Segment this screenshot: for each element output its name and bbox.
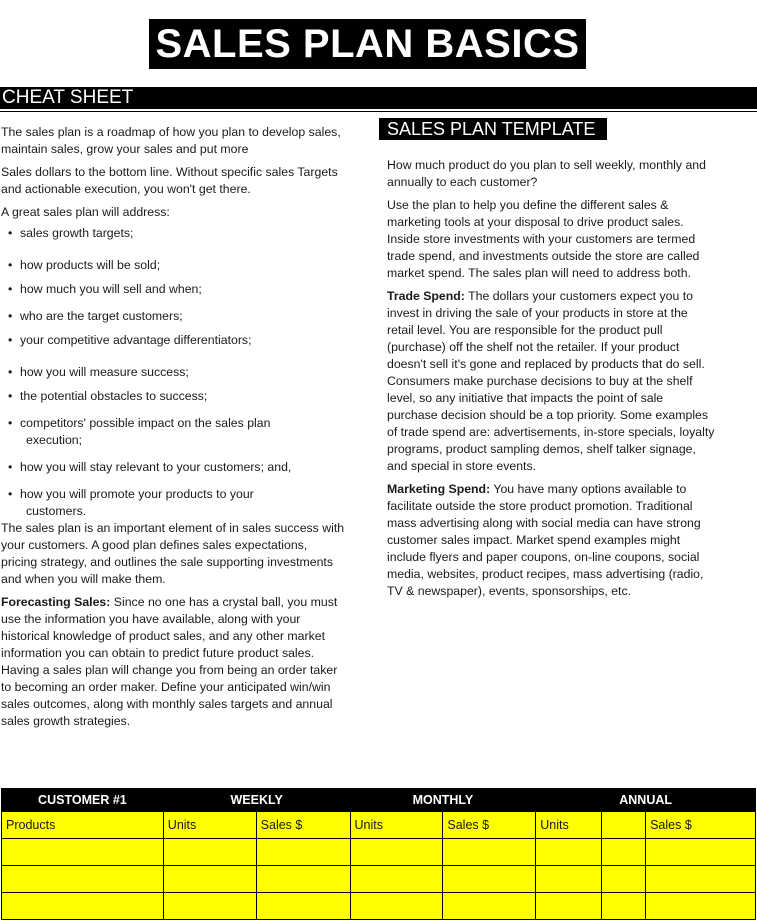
header-annual: ANNUAL	[536, 789, 756, 812]
bullet-icon: •	[8, 226, 13, 240]
table-row	[2, 839, 756, 866]
table-cell[interactable]	[163, 839, 256, 866]
table-cell[interactable]	[350, 866, 443, 893]
header-customer: CUSTOMER #1	[2, 789, 164, 812]
bullet-icon: •	[8, 333, 13, 347]
header-weekly: WEEKLY	[163, 789, 350, 812]
table-cell[interactable]	[602, 866, 646, 893]
bullet-icon: •	[8, 487, 13, 501]
subheader-units: Units	[536, 812, 602, 839]
table-cell[interactable]	[646, 893, 756, 920]
header-monthly: MONTHLY	[350, 789, 536, 812]
table-cell	[602, 812, 646, 839]
subheader-sales: Sales $	[646, 812, 756, 839]
table-cell[interactable]	[536, 839, 602, 866]
subheader-products: Products	[2, 812, 164, 839]
template-tools: Use the plan to help you define the different sales & marketing tools at your disposal to drive product sales. Inside store investments with your customers are termed trade spend, and investments outside the store are called market spend. The sales plan will need to address both.	[387, 198, 700, 280]
table-cell[interactable]	[2, 893, 164, 920]
bullet-icon: •	[8, 309, 13, 323]
list-item: • how you will stay relevant to your customers; and,	[8, 460, 292, 474]
divider	[0, 111, 757, 112]
table-cell[interactable]	[350, 893, 443, 920]
table-cell[interactable]	[163, 866, 256, 893]
bullet-icon: •	[8, 416, 13, 430]
table-cell[interactable]	[536, 893, 602, 920]
list-item: • competitors' possible impact on the sales plan execution;	[8, 416, 271, 447]
bullet-icon: •	[8, 460, 13, 474]
list-item: • sales growth targets;	[8, 226, 134, 240]
table-cell[interactable]	[536, 866, 602, 893]
cheat-address-lead: A great sales plan will address:	[1, 205, 170, 219]
cheat-bottom-line: Sales dollars to the bottom line. Without specific sales Targets and actionable execution, you won't get there.	[1, 165, 338, 196]
cheat-intro: The sales plan is a roadmap of how you plan to develop sales, maintain sales, grow your sales and put more	[1, 125, 341, 156]
table-cell[interactable]	[646, 839, 756, 866]
table-cell[interactable]	[602, 893, 646, 920]
table-cell[interactable]	[256, 866, 350, 893]
list-item: • your competitive advantage differentiators;	[8, 333, 252, 347]
list-item: • how much you will sell and when;	[8, 282, 202, 296]
table-cell[interactable]	[256, 893, 350, 920]
trade-spend-paragraph: Trade Spend: The dollars your customers expect you to invest in driving the sale of your products in store at the retail level. You are responsible for the product pull (purchase) off the shelf not the retailer. If your product doesn't sell it's gone and replaced by products that do sell. Consumers make purchase decisions to buy at the shelf level, so any initiative that impacts the point of sale purchase decision should be a top priority. Some examples of trade spend are: advertisements, in-store specials, loyalty programs, product sampling demos, shelf talker signage, and special in store events.	[387, 289, 715, 473]
template-column	[387, 157, 717, 600]
list-item: • how you will promote your products to your customers.	[8, 487, 254, 518]
cheat-sheet-heading: CHEAT SHEET	[0, 87, 757, 109]
subheader-sales: Sales $	[256, 812, 350, 839]
cheat-sheet-column	[1, 124, 346, 730]
marketing-spend-paragraph: Marketing Spend: You have many options available to facilitate outside the store product promotion. Traditional mass advertising along with social media can have strong customer sales impact. Market spend examples might include flyers and paper coupons, on-line coupons, social media, websites, product recipes, mass advertising (radio, TV & newspaper), events, sponsorships, etc.	[387, 482, 704, 598]
table-cell[interactable]	[443, 839, 536, 866]
sales-plan-table	[1, 788, 756, 920]
subheader-units: Units	[163, 812, 256, 839]
subheader-sales: Sales $	[443, 812, 536, 839]
address-list	[1, 225, 346, 520]
bullet-icon: •	[8, 282, 13, 296]
table-cell[interactable]	[646, 866, 756, 893]
template-heading: SALES PLAN TEMPLATE	[379, 118, 607, 140]
table-row	[2, 893, 756, 920]
table-row	[2, 812, 756, 839]
list-item: • who are the target customers;	[8, 309, 183, 323]
bullet-icon: •	[8, 365, 13, 379]
list-item: • how products will be sold;	[8, 258, 161, 272]
bullet-icon: •	[8, 389, 13, 403]
table-row	[2, 866, 756, 893]
table-cell[interactable]	[163, 893, 256, 920]
table-cell[interactable]	[602, 839, 646, 866]
subheader-units: Units	[350, 812, 443, 839]
list-item: • how you will measure success;	[8, 365, 189, 379]
page-title: SALES PLAN BASICS	[149, 19, 586, 69]
table-cell[interactable]	[2, 866, 164, 893]
table-cell[interactable]	[350, 839, 443, 866]
list-item: • the potential obstacles to success;	[8, 389, 208, 403]
cheat-importance: The sales plan is an important element of in sales success with your customers. A good plan defines sales expectations, pricing strategy, and outlines the sale supporting investments and when you will make them.	[1, 521, 345, 586]
bullet-icon: •	[8, 258, 13, 272]
table-cell[interactable]	[2, 839, 164, 866]
table-cell[interactable]	[443, 866, 536, 893]
forecasting-paragraph: Forecasting Sales: Since no one has a crystal ball, you must use the information you have available, along with your historical knowledge of product sales, and any other market information you can obtain to predict future product sales. Having a sales plan will change you from being an order taker to becoming an order maker. Define your anticipated win/win sales outcomes, along with monthly sales targets and annual sales growth strategies.	[1, 595, 338, 728]
table-cell[interactable]	[443, 893, 536, 920]
table-cell[interactable]	[256, 839, 350, 866]
template-question: How much product do you plan to sell weekly, monthly and annually to each customer?	[387, 158, 706, 189]
